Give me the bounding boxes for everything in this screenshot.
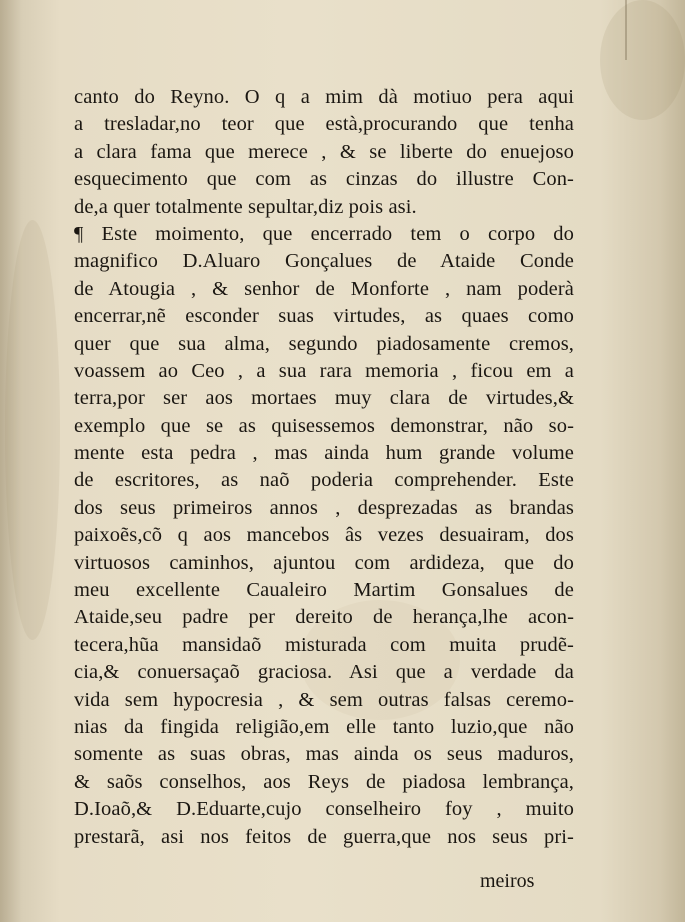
text-line: prestarã, asi nos feitos de guerra,que nos seus pri-: [74, 825, 574, 848]
text-line: quer que sua alma, segundo piadosamente cremos,: [74, 332, 574, 355]
text-line: voassem ao Ceo , a sua rara memoria , ficou em a: [74, 359, 574, 382]
text-line: esquecimento que com as cinzas do illustre Con-: [74, 168, 574, 191]
text-line: magnifico D.Aluaro Gonçalues de Ataide Conde: [74, 250, 574, 273]
text-line: vida sem hypocresia , & sem outras falsas ceremo-: [74, 688, 574, 711]
text-line: virtuosos caminhos, ajuntou com ardideza, que do: [74, 551, 574, 574]
text-line: encerrar,nẽ esconder suas virtudes, as quaes como: [74, 305, 574, 328]
text-line: cia,& conuersaçaõ graciosa. Asi que a verdade da: [74, 661, 574, 684]
text-line: D.Ioaõ,& D.Eduarte,cujo conselheiro foy , muito: [74, 798, 574, 821]
text-line: de Atougia , & senhor de Monforte , nam poderà: [74, 277, 574, 300]
text-line: Ataide,seu padre per dereito de herança,lhe acon-: [74, 606, 574, 629]
text-line: & saõs conselhos, aos Reys de piadosa lembrança,: [74, 770, 574, 793]
text-line: mente esta pedra , mas ainda hum grande volume: [74, 442, 574, 465]
paper-stain: [600, 0, 685, 120]
text-line: canto do Reyno. O q a mim dà motiuo pera aqui: [74, 86, 574, 108]
text-line: meu excellente Caualeiro Martim Gonsalues de: [74, 579, 574, 602]
text-line: dos seus primeiros annos , desprezadas as brandas: [74, 496, 574, 519]
paper-stain: [5, 220, 60, 640]
text-line: a clara fama que merece , & se liberte do enuejoso: [74, 140, 574, 163]
text-line: de,a quer totalmente sepultar,diz pois asi.: [74, 195, 417, 218]
text-line: paixoẽs,cõ q aos mancebos âs vezes desuairam, dos: [74, 524, 574, 547]
text-line: de escritores, as naõ poderia comprehender. Este: [74, 469, 574, 492]
text-line: tecera,hũa mansidaõ misturada com muita prudẽ-: [74, 633, 574, 656]
paragraph-start-line: ¶ Este moimento, que encerrado tem o corpo do: [74, 222, 574, 245]
text-line: exemplo que se as quisessemos demonstrar, não so-: [74, 414, 574, 437]
text-line: somente as suas obras, mas ainda os seus maduros,: [74, 743, 574, 766]
text-line: a tresladar,no teor que està,procurando que tenha: [74, 113, 574, 136]
body-text: [74, 84, 574, 851]
page-crease: [625, 0, 627, 60]
text-line: terra,por ser aos mortaes muy clara de virtudes,&: [74, 387, 574, 410]
catchword: meiros: [480, 870, 535, 892]
text-line: nias da fingida religião,em elle tanto luzio,que não: [74, 715, 574, 738]
